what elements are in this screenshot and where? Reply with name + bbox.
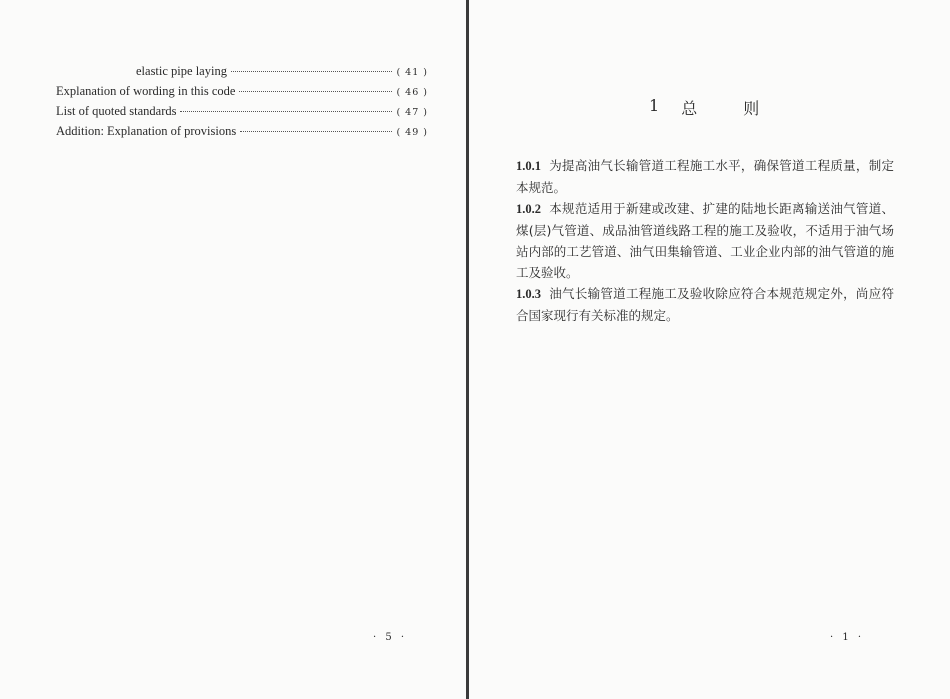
chapter-heading — [649, 96, 761, 119]
clause-number: 1.0.1 — [516, 159, 541, 173]
page-number: · 5 · — [373, 632, 408, 643]
clause-number: 1.0.2 — [516, 202, 541, 216]
clause-list — [516, 155, 894, 326]
chapter-title-char: 总 — [681, 99, 700, 118]
page-number: · 1 · — [830, 632, 865, 643]
toc-entry-page: ( 41 ) — [396, 67, 428, 78]
toc-entry-page: ( 49 ) — [396, 127, 428, 138]
toc-entry — [56, 84, 428, 104]
right-page — [469, 0, 950, 699]
toc-entry — [56, 104, 428, 124]
left-page — [0, 0, 466, 699]
table-of-contents — [56, 64, 428, 144]
clause-text: 油气长输管道工程施工及验收除应符合本规范规定外，尚应符合国家现行有关标准的规定。 — [516, 286, 894, 323]
toc-entry-title: Addition: Explanation of provisions — [56, 124, 237, 138]
chapter-title-char: 则 — [743, 99, 762, 118]
toc-leader-dots — [240, 131, 392, 132]
toc-entry-title: elastic pipe laying — [136, 64, 227, 78]
chapter-number: 1 — [649, 96, 662, 115]
clause — [516, 155, 894, 198]
toc-entry-page: ( 47 ) — [396, 107, 428, 118]
clause — [516, 283, 894, 326]
toc-entry — [56, 64, 428, 84]
toc-entry-page: ( 46 ) — [396, 87, 428, 98]
clause — [516, 198, 894, 283]
toc-leader-dots — [239, 91, 392, 92]
toc-entry-title: List of quoted standards — [56, 104, 177, 118]
clause-number: 1.0.3 — [516, 287, 541, 301]
toc-entry — [56, 124, 428, 144]
clause-text: 本规范适用于新建或改建、扩建的陆地长距离输送油气管道、煤(层)气管道、成品油管道线路工程的施工及验收，不适用于油气场站内部的工艺管道、油气田集输管道、工业企业内部的油气管道的施工及验收。 — [516, 201, 894, 280]
clause-text: 为提高油气长输管道工程施工水平，确保管道工程质量，制定本规范。 — [516, 158, 894, 195]
toc-leader-dots — [180, 111, 392, 112]
toc-leader-dots — [231, 71, 393, 72]
toc-entry-title: Explanation of wording in this code — [56, 84, 236, 98]
